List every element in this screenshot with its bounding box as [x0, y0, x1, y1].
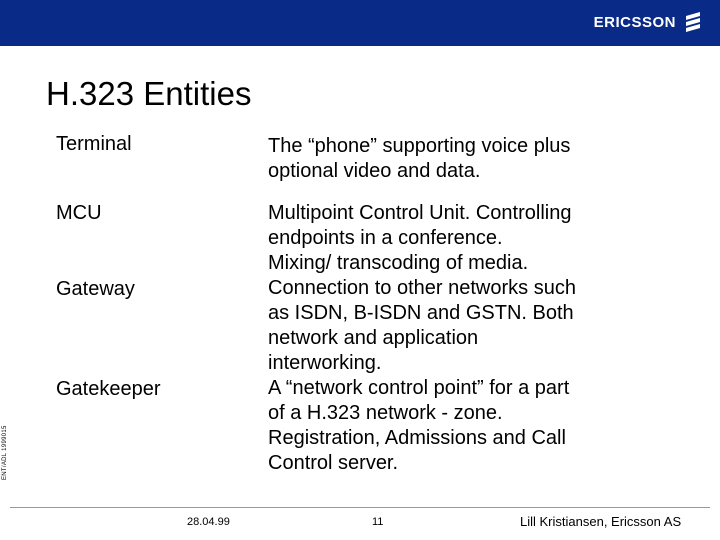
term-terminal: Terminal [56, 133, 132, 155]
term-gatekeeper: Gatekeeper [56, 378, 161, 400]
definition-line: Control server. [268, 452, 399, 474]
footer-divider [10, 507, 710, 508]
footer-date: 28.04.99 [187, 516, 230, 528]
definition-line: endpoints in a conference. [268, 227, 503, 249]
definition-line: A “network control point” for a part [268, 377, 570, 399]
header-band [0, 0, 720, 46]
definition-line: Connection to other networks such [268, 277, 576, 299]
term-gateway: Gateway [56, 278, 135, 300]
definition-line: network and application [268, 327, 479, 349]
definition-line: optional video and data. [268, 160, 481, 182]
definition-line: Mixing/ transcoding of media. [268, 252, 529, 274]
definition-line: Multipoint Control Unit. Controlling [268, 202, 572, 224]
ericsson-logo [594, 12, 702, 32]
definition-line: of a H.323 network - zone. [268, 402, 503, 424]
page-number: 11 [372, 516, 384, 528]
slide-title: H.323 Entities [46, 75, 252, 112]
definition-line: as ISDN, B-ISDN and GSTN. Both [268, 302, 574, 324]
footer-author: Lill Kristiansen, Ericsson AS [520, 514, 682, 529]
definition-line: The “phone” supporting voice plus [268, 135, 571, 157]
ericsson-stripes-icon [684, 12, 702, 32]
document-code: ENT/ADL 1999015 [2, 425, 8, 480]
definition-line: interworking. [268, 352, 382, 374]
brand-name: ERICSSON [593, 13, 676, 31]
definition-line: Registration, Admissions and Call [268, 427, 566, 449]
term-mcu: MCU [56, 202, 102, 224]
